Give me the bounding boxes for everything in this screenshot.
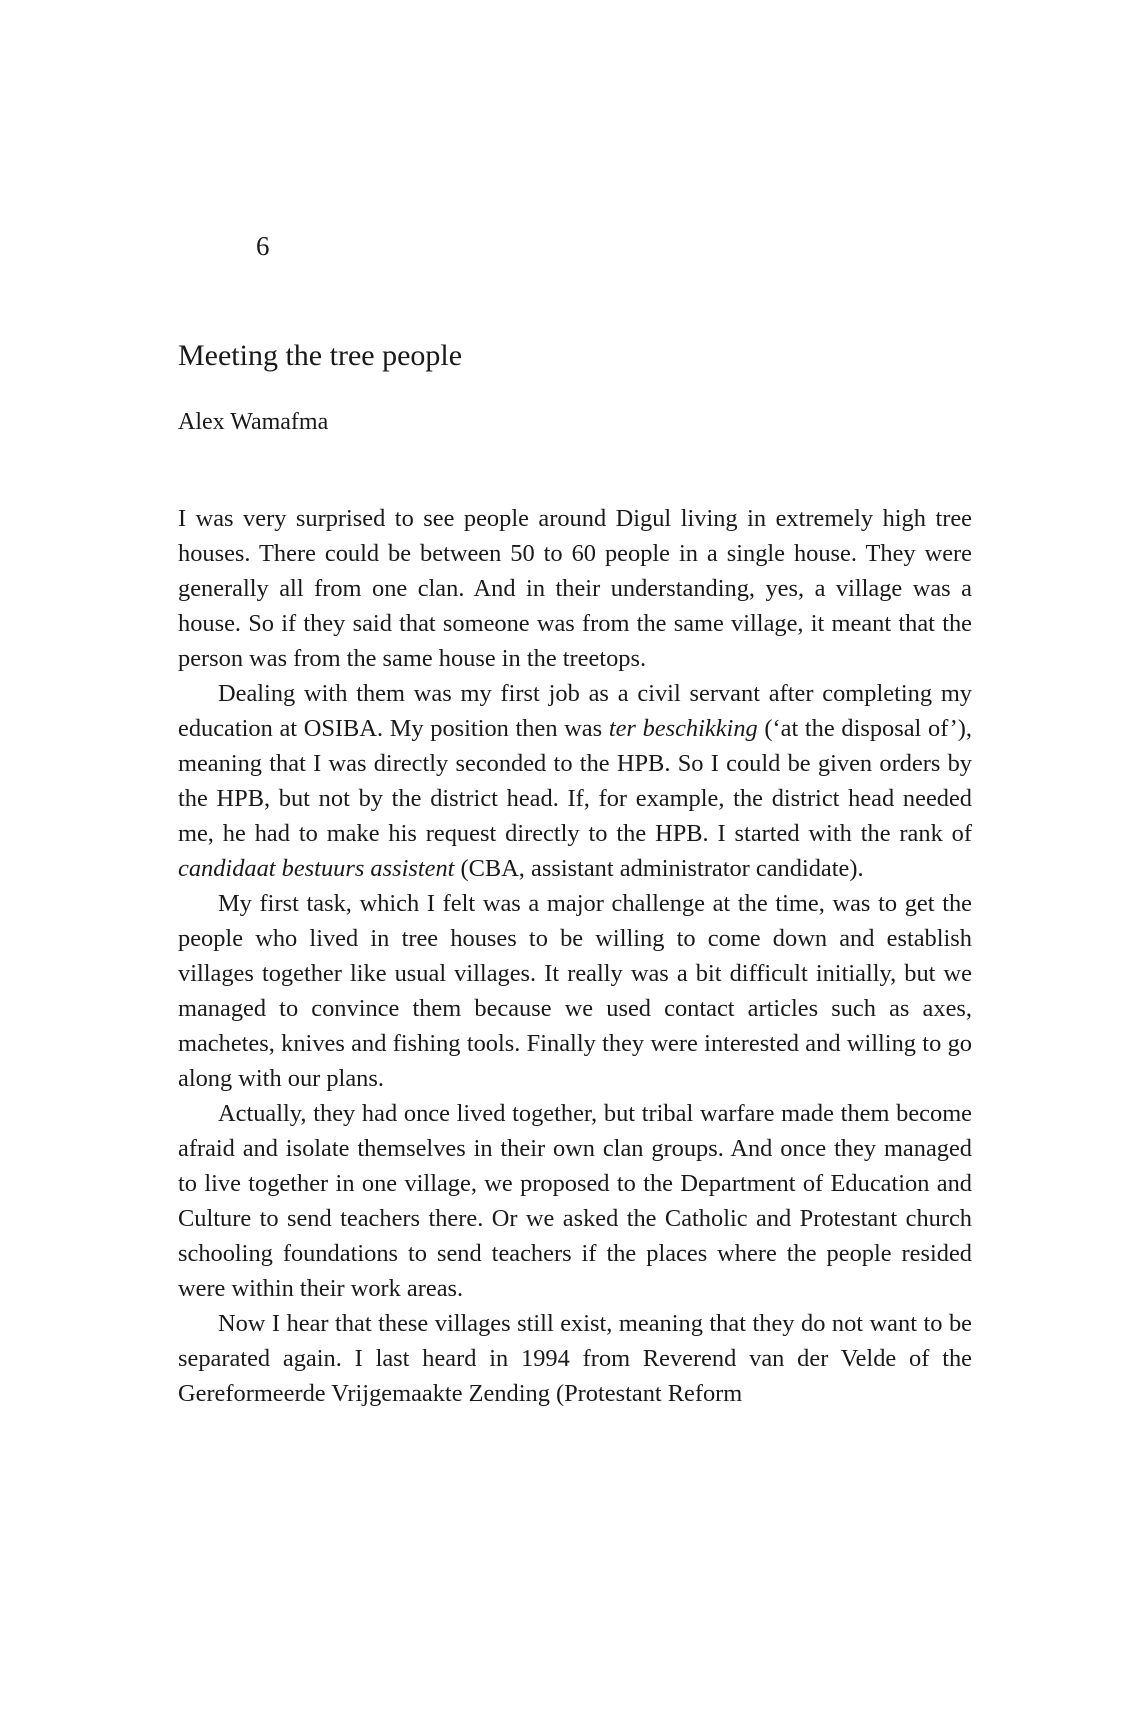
chapter-author: Alex Wamafma	[178, 409, 329, 435]
italic-term-candidaat-bestuurs-assistent: candidaat bestuurs assistent	[178, 855, 455, 882]
paragraph-text: I was very surprised to see people around Digul living in extremely high tree houses. There could be between 50 to 60 people in a single house. They were generally all from one clan. And in their understanding, yes, a village was a house. So if they said that someone was from the same village, it meant that the person was from the same house in the treetops.	[178, 505, 972, 672]
paragraph-text: (CBA, assistant administrator candidate).	[454, 855, 864, 882]
paragraph-4	[178, 1096, 972, 1306]
italic-term-ter-beschikking: ter beschikking	[608, 715, 758, 742]
paragraph-text: Actually, they had once lived together, but tribal warfare made them become afraid and isolate themselves in their own clan groups. And once they managed to live together in one village, we proposed to the Department of Education and Culture to send teachers there. Or we asked the Catholic and Protestant church schooling foundations to send teachers if the places where the people resided were within their work areas.	[178, 1100, 972, 1302]
book-page	[178, 230, 972, 1411]
paragraph-text: (‘at the disposal of’), meaning that I was directly seconded to the HPB. So I could be given orders by the HPB, but not by the district head. If, for example, the district head needed me, he had to make his request directly to the HPB. I started with the rank of	[178, 715, 972, 847]
paragraph-text: Now I hear that these villages still exist, meaning that they do not want to be separated again. I last heard in 1994 from Reverend van der Velde of the Gereformeerde Vrijgemaakte Zending (Protestant Reform	[178, 1310, 972, 1407]
chapter-title: Meeting the tree people	[178, 339, 463, 372]
paragraph-3	[178, 886, 972, 1096]
paragraph-text: Dealing with them was my first job as a civil servant after completing my education at OSIBA. My position then was	[178, 680, 972, 742]
paragraph-2	[178, 676, 972, 886]
paragraph-1	[178, 501, 972, 676]
paragraph-text: My first task, which I felt was a major challenge at the time, was to get the people who lived in tree houses to be willing to come down and establish villages together like usual villages. It really was a bit difficult initially, but we managed to convince them because we used contact articles such as axes, machetes, knives and fishing tools. Finally they were interested and willing to go along with our plans.	[178, 890, 972, 1092]
chapter-body	[178, 501, 972, 1411]
paragraph-5	[178, 1306, 972, 1411]
chapter-number: 6	[256, 231, 270, 261]
